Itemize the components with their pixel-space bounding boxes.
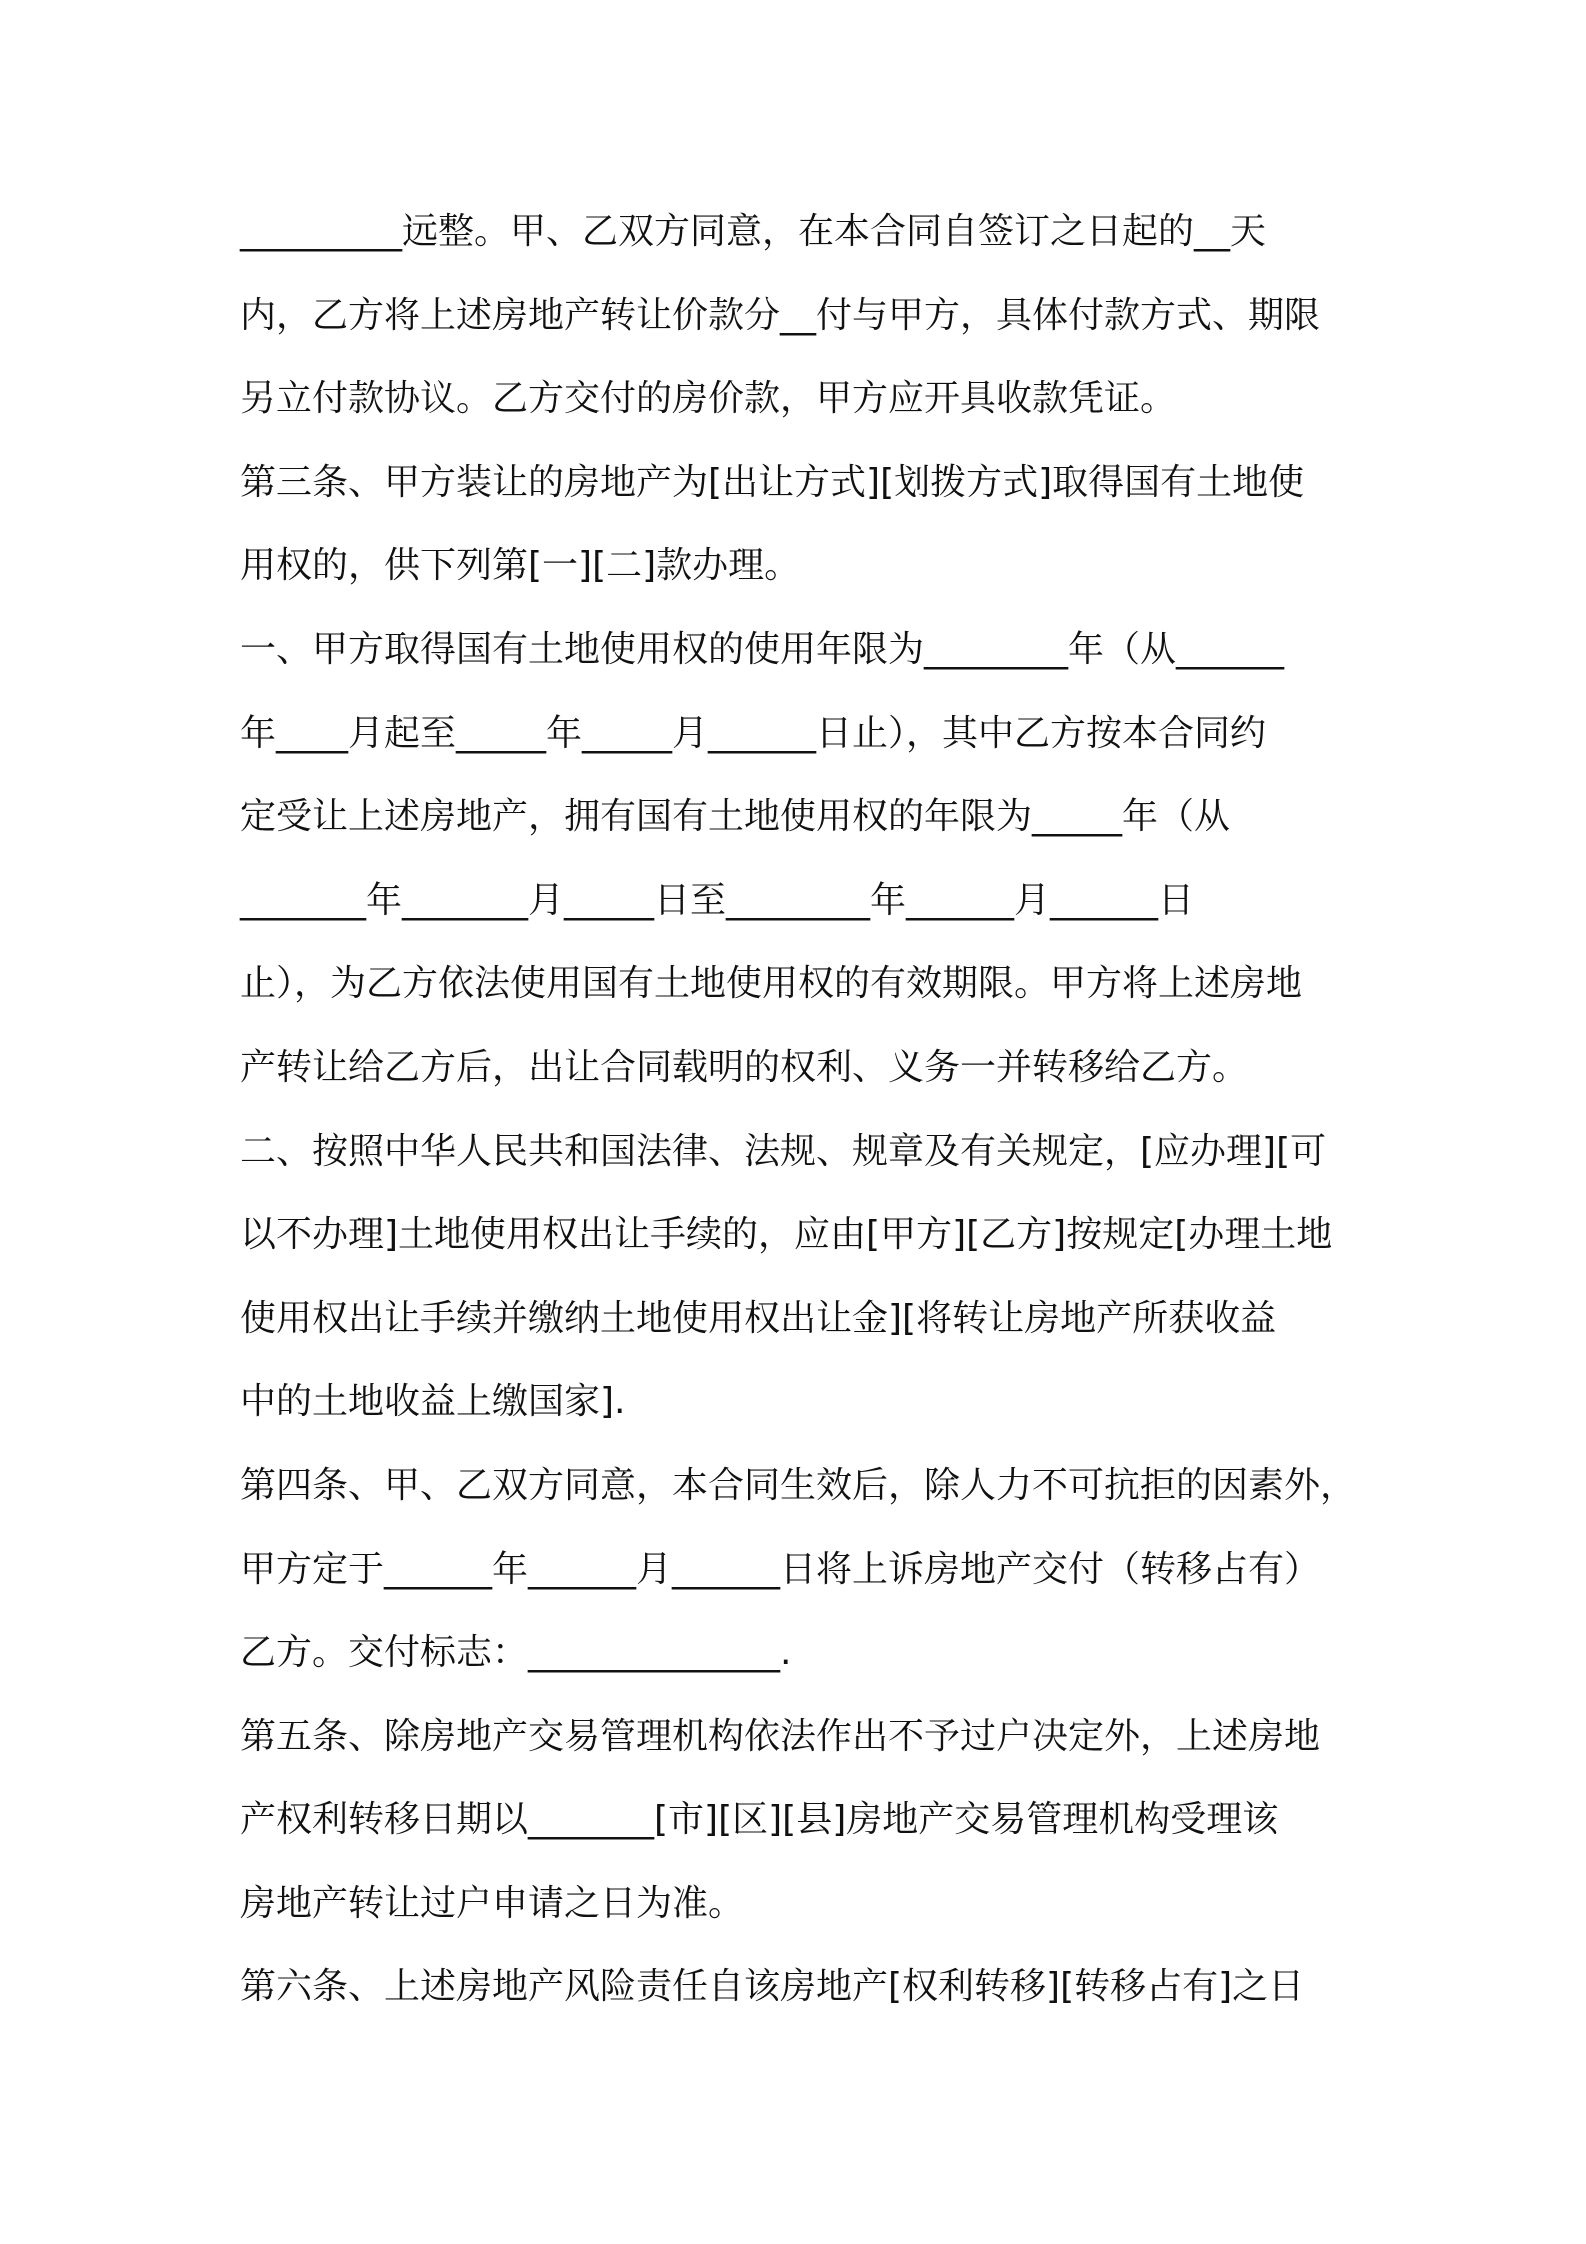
text-line: _______年_______月_____日至________年______月______日 xyxy=(240,879,1194,921)
article-6-heading-line: 第六条、上述房地产风险责任自该房地产[权利转移][转移占有]之日 xyxy=(240,1966,1305,2008)
text-line: 年____月起至_____年_____月______日止），其中乙方按本合同约 xyxy=(240,712,1267,754)
text-line: 产转让给乙方后，出让合同载明的权利、义务一并转移给乙方。 xyxy=(240,1046,1249,1088)
text-line: 使用权出让手续并缴纳土地使用权出让金][将转让房地产所获收益 xyxy=(240,1297,1277,1339)
text-line: 止），为乙方依法使用国有土地使用权的有效期限。甲方将上述房地 xyxy=(240,963,1303,1005)
text-line: 内，乙方将上述房地产转让价款分__付与甲方，具体付款方式、期限 xyxy=(240,294,1321,336)
clause-1-line: 一、甲方取得国有土地使用权的使用年限为________年（从______ xyxy=(240,628,1285,670)
text-line: 中的土地收益上缴国家]. xyxy=(240,1381,626,1423)
text-line: _________远整。甲、乙双方同意，在本合同自签订之日起的__天 xyxy=(240,211,1267,252)
text-line: 用权的，供下列第[一][二]款办理。 xyxy=(240,545,801,587)
article-3-heading-line: 第三条、甲方装让的房地产为[出让方式][划拨方式]取得国有土地使 xyxy=(240,461,1305,503)
text-line: 房地产转让过户申请之日为准。 xyxy=(240,1882,745,1924)
text-line: 另立付款协议。乙方交付的房价款，甲方应开具收款凭证。 xyxy=(240,378,1177,420)
clause-2-line: 二、按照中华人民共和国法律、法规、规章及有关规定，[应办理][可 xyxy=(240,1130,1327,1172)
text-line: 产权利转移日期以_______[市][区][县]房地产交易管理机构受理该 xyxy=(240,1799,1279,1841)
contract-text xyxy=(240,190,1380,2029)
article-5-heading-line: 第五条、除房地产交易管理机构依法作出不予过户决定外，上述房地 xyxy=(240,1715,1321,1757)
text-line: 甲方定于______年______月______日将上诉房地产交付（转移占有） xyxy=(240,1548,1321,1590)
text-line: 以不办理]土地使用权出让手续的，应由[甲方][乙方]按规定[办理土地 xyxy=(240,1214,1333,1256)
text-line: 乙方。交付标志：______________. xyxy=(240,1632,792,1674)
text-line: 定受让上述房地产，拥有国有土地使用权的年限为_____年（从 xyxy=(240,796,1231,838)
article-4-heading-line: 第四条、甲、乙双方同意，本合同生效后，除人力不可抗拒的因素外， xyxy=(240,1464,1357,1506)
